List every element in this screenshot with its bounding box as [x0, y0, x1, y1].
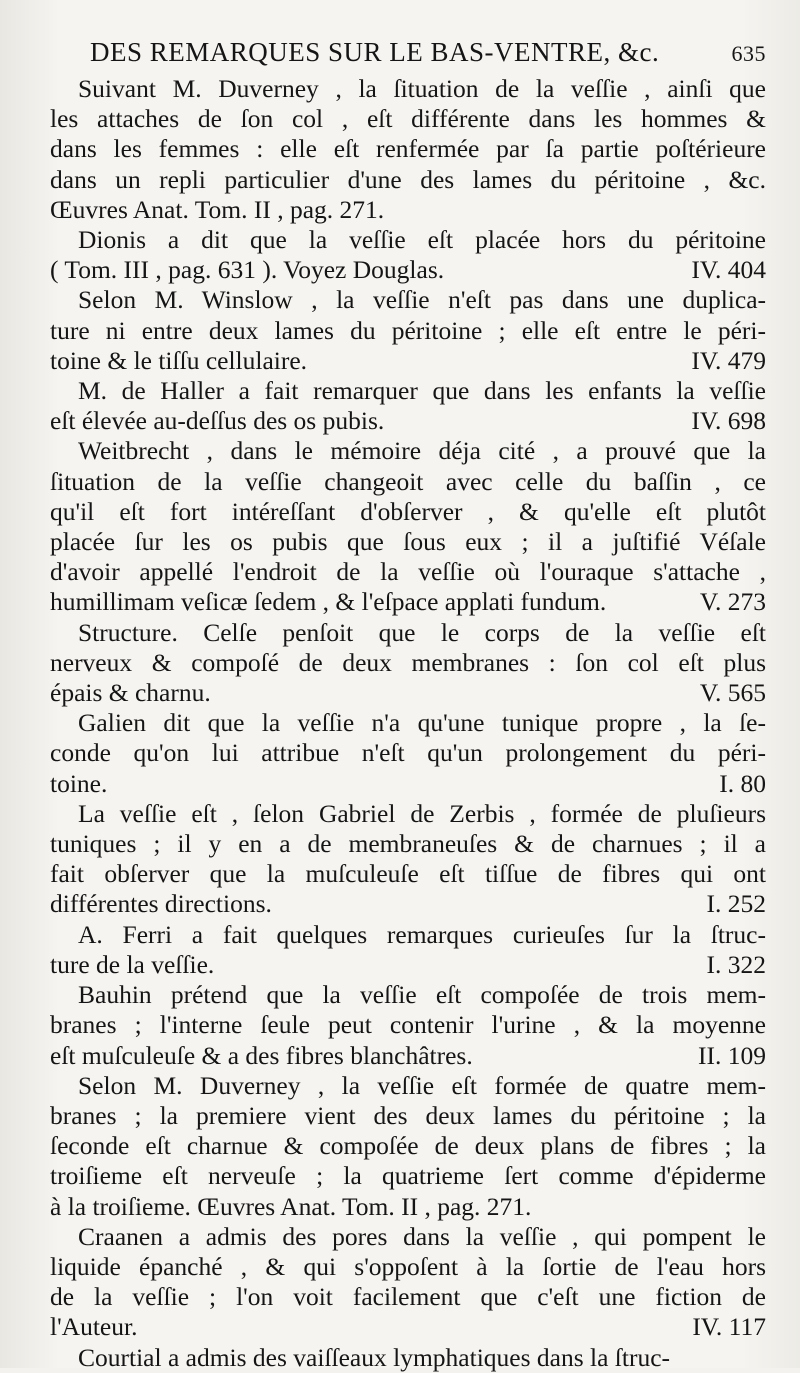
volume-reference: V. 273 — [699, 587, 766, 617]
text-line — [50, 1192, 766, 1222]
line-text: A. Ferri a fait quelques remarques curieuſes ſur la ſtruc- — [78, 919, 766, 949]
paragraph — [50, 225, 766, 285]
text-line — [50, 920, 766, 950]
paragraph — [50, 1343, 766, 1373]
line-text: ture ni entre deux lames du péritoine ; elle eſt entre le péri- — [50, 315, 766, 345]
line-text: ture de la veſſie. — [50, 949, 215, 979]
text-line — [50, 678, 766, 708]
text-line — [50, 255, 766, 285]
text-line — [50, 165, 766, 195]
page-number: 635 — [731, 41, 766, 66]
text-line — [50, 1343, 766, 1373]
text-line — [50, 467, 766, 497]
volume-reference: IV. 479 — [691, 345, 766, 375]
text-line — [50, 104, 766, 134]
line-text: eſt élevée au-deſſus des os pubis. — [50, 406, 385, 436]
text-line — [50, 980, 766, 1010]
paragraph — [50, 980, 766, 1071]
line-text: tuniques ; il y en a de membraneuſes & de charnues ; il a — [50, 829, 766, 859]
running-title: DES REMARQUES SUR LE BAS-VENTRE, &c. — [90, 37, 660, 67]
line-text: branes ; l'interne ſeule peut contenir l'urine , & la moyenne — [50, 1010, 766, 1040]
text-line — [50, 1222, 766, 1252]
text-line — [50, 406, 766, 436]
volume-reference: IV. 117 — [692, 1312, 766, 1342]
line-text: ſeconde eſt charnue & compoſée de deux plans de fibres ; la — [50, 1131, 766, 1161]
line-text: dans les femmes : elle eſt renfermée par ſa partie poſtérieure — [50, 134, 766, 164]
text-line — [50, 497, 766, 527]
line-text: liquide épanché , & qui s'oppoſent à la ſortie de l'eau hors — [50, 1251, 766, 1281]
line-text: Galien dit que la veſſie n'a qu'une tunique propre , la ſe- — [78, 708, 766, 738]
line-text: Selon M. Duverney , la veſſie eſt formée de quatre mem- — [78, 1070, 766, 1100]
text-line — [50, 1312, 766, 1342]
paragraph — [50, 1222, 766, 1343]
text-line — [50, 436, 766, 466]
text-line — [50, 1101, 766, 1131]
volume-reference: V. 565 — [699, 678, 766, 708]
text-line — [50, 527, 766, 557]
text-line — [50, 799, 766, 829]
text-line — [50, 376, 766, 406]
text-line — [50, 769, 766, 799]
text-line — [50, 557, 766, 587]
line-text: branes ; la premiere vient des deux lames du péritoine ; la — [50, 1100, 766, 1130]
text-line — [50, 1161, 766, 1191]
line-text: ( Tom. III , pag. 631 ). Voyez Douglas. — [50, 255, 445, 285]
text-line — [50, 74, 766, 104]
line-text: fait obſerver que la muſculeuſe eſt tiſſue de fibres qui ont — [50, 859, 766, 889]
text-line — [50, 346, 766, 376]
paragraph — [50, 436, 766, 617]
text-line — [50, 285, 766, 315]
line-text: eſt muſculeuſe & a des fibres blanchâtres. — [50, 1040, 473, 1070]
line-text: toine. — [50, 768, 108, 798]
text-line — [50, 1131, 766, 1161]
volume-reference: IV. 404 — [691, 255, 766, 285]
line-text: épais & charnu. — [50, 678, 211, 708]
volume-reference: I. 80 — [719, 768, 766, 798]
line-text: de la veſſie ; l'on voit facilement que c'eſt une fiction de — [50, 1282, 766, 1312]
line-text: dans un repli particulier d'une des lames du péritoine , &c. — [50, 164, 766, 194]
volume-reference: II. 109 — [698, 1040, 766, 1070]
text-line — [50, 1282, 766, 1312]
line-text: Œuvres Anat. Tom. II , pag. 271. — [50, 194, 385, 224]
text-line — [50, 316, 766, 346]
line-text: Selon M. Winslow , la veſſie n'eſt pas dans une duplica- — [78, 285, 766, 315]
text-line — [50, 950, 766, 980]
line-text: nerveux & compoſé de deux membranes : ſon col eſt plus — [50, 647, 766, 677]
text-line — [50, 738, 766, 768]
paragraph — [50, 618, 766, 709]
volume-reference: IV. 698 — [691, 406, 766, 436]
text-line — [50, 829, 766, 859]
line-text: Bauhin prétend que la veſſie eſt compoſée de trois mem- — [78, 980, 766, 1010]
running-header — [90, 30, 766, 74]
body-text — [50, 74, 766, 1373]
line-text: conde qu'on lui attribue n'eſt qu'un prolongement du péri- — [50, 738, 766, 768]
text-line — [50, 1010, 766, 1040]
paragraph — [50, 1071, 766, 1222]
text-line — [50, 134, 766, 164]
line-text: ſituation de la veſſie changeoit avec celle du baſſin , ce — [50, 466, 766, 496]
line-text: Courtial a admis des vaiſſeaux lymphatiques dans la ſtruc- — [78, 1342, 671, 1372]
paragraph — [50, 799, 766, 920]
line-text: toine & le tiſſu cellulaire. — [50, 345, 308, 375]
text-line — [50, 195, 766, 225]
text-line — [50, 889, 766, 919]
text-line — [50, 1252, 766, 1282]
line-text: placée ſur les os pubis que ſous eux ; il a juſtifié Véſale — [50, 527, 766, 557]
text-line — [50, 1071, 766, 1101]
line-text: Structure. Celſe penſoit que le corps de la veſſie eſt — [78, 617, 766, 647]
line-text: humillimam veſicæ ſedem , & l'eſpace applati fundum. — [50, 587, 607, 617]
line-text: Weitbrecht , dans le mémoire déja cité , a prouvé que la — [78, 436, 766, 466]
line-text: qu'il eſt fort intéreſſant d'obſerver , & qu'elle eſt plutôt — [50, 496, 766, 526]
paragraph — [50, 708, 766, 799]
line-text: La veſſie eſt , ſelon Gabriel de Zerbis , formée de pluſieurs — [78, 798, 766, 828]
line-text: l'Auteur. — [50, 1312, 138, 1342]
paragraph — [50, 920, 766, 980]
text-line — [50, 708, 766, 738]
text-line — [50, 1041, 766, 1071]
line-text: Suivant M. Duverney , la ſituation de la veſſie , ainſi que — [78, 74, 766, 103]
line-text: troiſieme eſt nerveuſe ; la quatrieme ſert comme d'épiderme — [50, 1161, 766, 1191]
line-text: les attaches de ſon col , eſt différente dans les hommes & — [50, 104, 766, 134]
line-text: à la troiſieme. Œuvres Anat. Tom. II , pag. 271. — [50, 1191, 532, 1221]
volume-reference: I. 252 — [706, 889, 766, 919]
line-text: Dionis a dit que la veſſie eſt placée hors du péritoine — [78, 225, 766, 255]
text-line — [50, 859, 766, 889]
line-text: différentes directions. — [50, 889, 272, 919]
line-text: M. de Haller a fait remarquer que dans les enfants la veſſie — [78, 376, 766, 406]
volume-reference: I. 322 — [706, 949, 766, 979]
line-text: d'avoir appellé l'endroit de la veſſie où l'ouraque s'attache , — [50, 557, 766, 587]
paragraph — [50, 74, 766, 225]
text-line — [50, 587, 766, 617]
paragraph — [50, 376, 766, 436]
text-line — [50, 618, 766, 648]
text-line — [50, 225, 766, 255]
line-text: Craanen a admis des pores dans la veſſie , qui pompent le — [78, 1221, 766, 1251]
text-line — [50, 648, 766, 678]
paragraph — [50, 285, 766, 376]
